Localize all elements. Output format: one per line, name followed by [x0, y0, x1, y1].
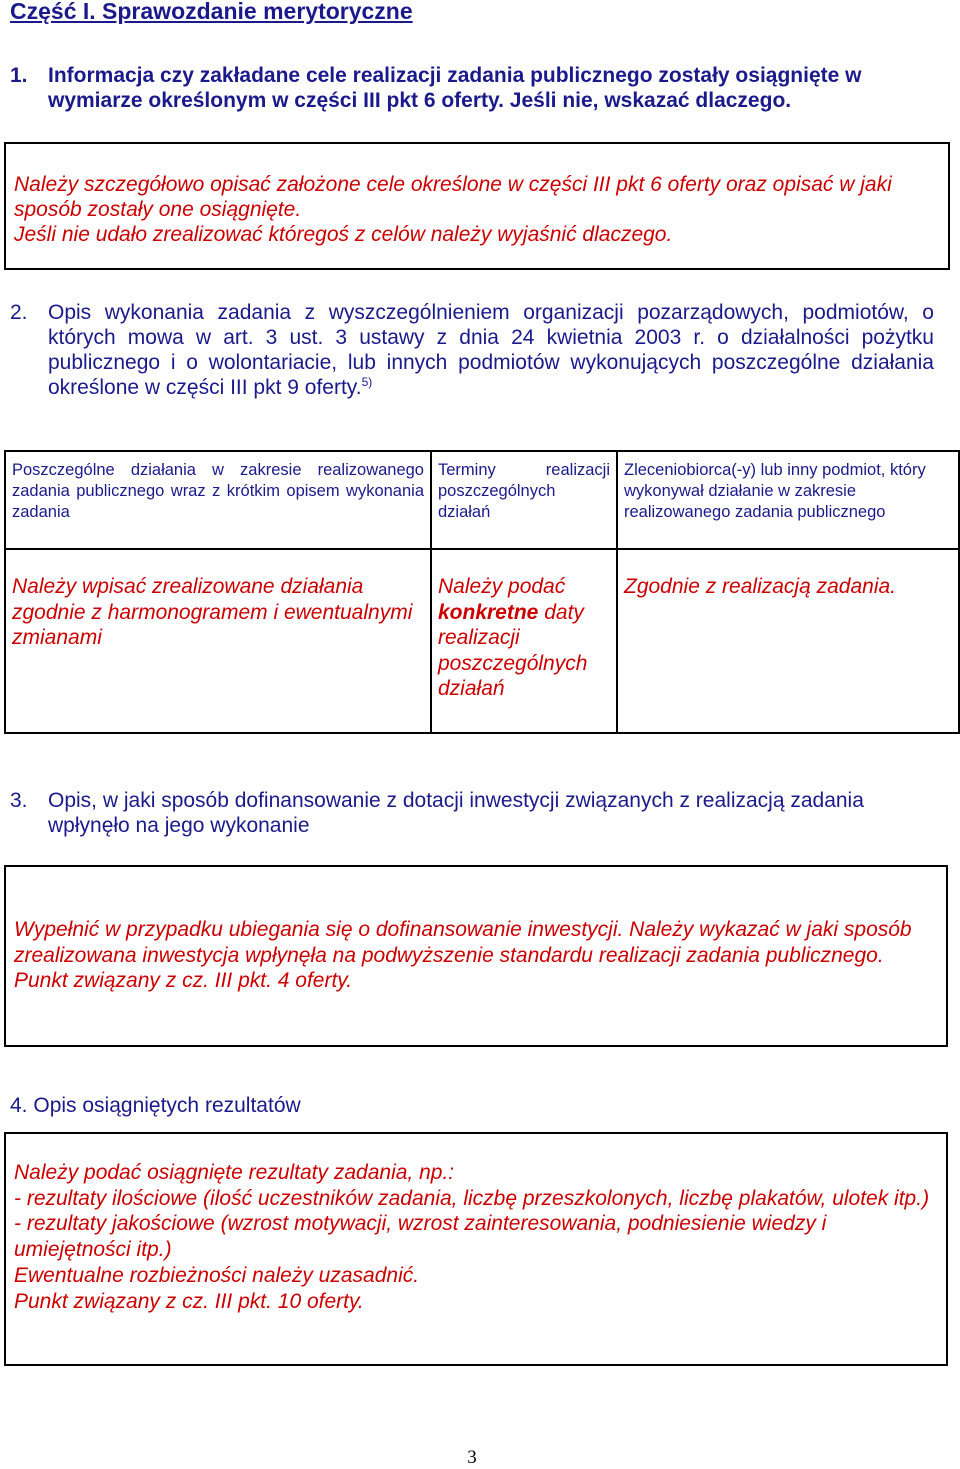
- section-4-box-line-4: Ewentualne rozbieżności należy uzasadnić.: [14, 1263, 420, 1287]
- section-1-heading: [10, 63, 940, 113]
- table-cell-activities: Należy wpisać zrealizowane działania zgodnie z harmonogramem i ewentualnymi zmianami: [5, 549, 431, 733]
- section-1-number: 1.: [10, 64, 28, 87]
- section-4-text: Opis osiągniętych rezultatów: [33, 1094, 301, 1117]
- table-cell-dates: [431, 549, 617, 733]
- section-3-text: Opis, w jaki sposób dofinansowanie z dotacji inwestycji związanych z realizacją zadania wpłynęło na jego wykonanie: [48, 789, 864, 837]
- section-3-box-line-2: Punkt związany z cz. III pkt. 4 oferty.: [14, 969, 353, 993]
- section-4-box-line-2: - rezultaty ilościowe (ilość uczestników zadania, liczbę przeszkolonych, liczbę plakatów, ulotek itp.): [14, 1186, 930, 1210]
- table-header-dates: Terminy realizacji poszczególnych działań: [431, 451, 617, 549]
- table-cell-dates-bold: konkretne: [438, 600, 539, 624]
- table-header-row: [5, 451, 959, 549]
- section-2-text-wrap: [48, 300, 934, 400]
- activities-table: [4, 450, 960, 734]
- table-cell-dates-after: daty realizacji poszczególnych działań: [438, 600, 588, 701]
- section-3-heading: [10, 788, 940, 838]
- section-4-box-line-1: Należy podać osiągnięte rezultaty zadania, np.:: [14, 1161, 455, 1184]
- section-3-box-line-1: Wypełnić w przypadku ubiegania się o dofinansowanie inwestycji. Należy wykazać w jaki sposób zrealizowana inwestycja wpłynęła na podwyższenie standardu realizacji zadania publicznego.: [14, 918, 912, 967]
- section-3-number: 3.: [10, 789, 28, 812]
- part-title: Część I. Sprawozdanie merytoryczne: [10, 0, 413, 24]
- section-2-footnote: 5): [361, 375, 373, 389]
- section-1-box-line-2: Jeśli nie udało zrealizować któregoś z celów należy wyjaśnić dlaczego.: [14, 223, 673, 246]
- table-header-activities: Poszczególne działania w zakresie realizowanego zadania publicznego wraz z krótkim opisem wykonania zadania: [5, 451, 431, 549]
- table-cell-contractor: Zgodnie z realizacją zadania.: [617, 549, 959, 733]
- section-4-heading: [10, 1093, 301, 1118]
- section-2-text: Opis wykonania zadania z wyszczególnieniem organizacji pozarządowych, podmiotów, o których mowa w art. 3 ust. 3 ustawy z dnia 24 kwietnia 2003 r. o działalności pożytku publicznego i o wolontariacie, lub innych podmiotów wykonujących poszczególne działania określone w części III pkt 9 oferty.: [48, 301, 934, 399]
- section-1-box: [4, 142, 950, 270]
- section-4-box-line-5: Punkt związany z cz. III pkt. 10 oferty.: [14, 1289, 364, 1313]
- section-4-number: 4.: [10, 1094, 28, 1117]
- section-4-box: [4, 1132, 948, 1366]
- section-3-box: [4, 865, 948, 1047]
- page-number: 3: [467, 1447, 477, 1468]
- table-row: [5, 549, 959, 733]
- table-cell-dates-before: Należy podać: [438, 575, 566, 598]
- section-1-box-line-1: Należy szczegółowo opisać założone cele określone w części III pkt 6 oferty oraz opisać w jaki sposób zostały one osiągnięte.: [14, 173, 892, 221]
- section-1-text: Informacja czy zakładane cele realizacji zadania publicznego zostały osiągnięte w wymiarze określonym w części III pkt 6 oferty. Jeśli nie, wskazać dlaczego.: [48, 64, 862, 112]
- section-2-heading: [10, 300, 934, 400]
- section-2-number: 2.: [10, 301, 28, 324]
- table-header-contractor: Zleceniobiorca(-y) lub inny podmiot, który wykonywał działanie w zakresie realizowanego zadania publicznego: [617, 451, 959, 549]
- section-4-box-line-3: - rezultaty jakościowe (wzrost motywacji, wzrost zainteresowania, podniesienie wiedzy i umiejętności itp.): [14, 1212, 827, 1262]
